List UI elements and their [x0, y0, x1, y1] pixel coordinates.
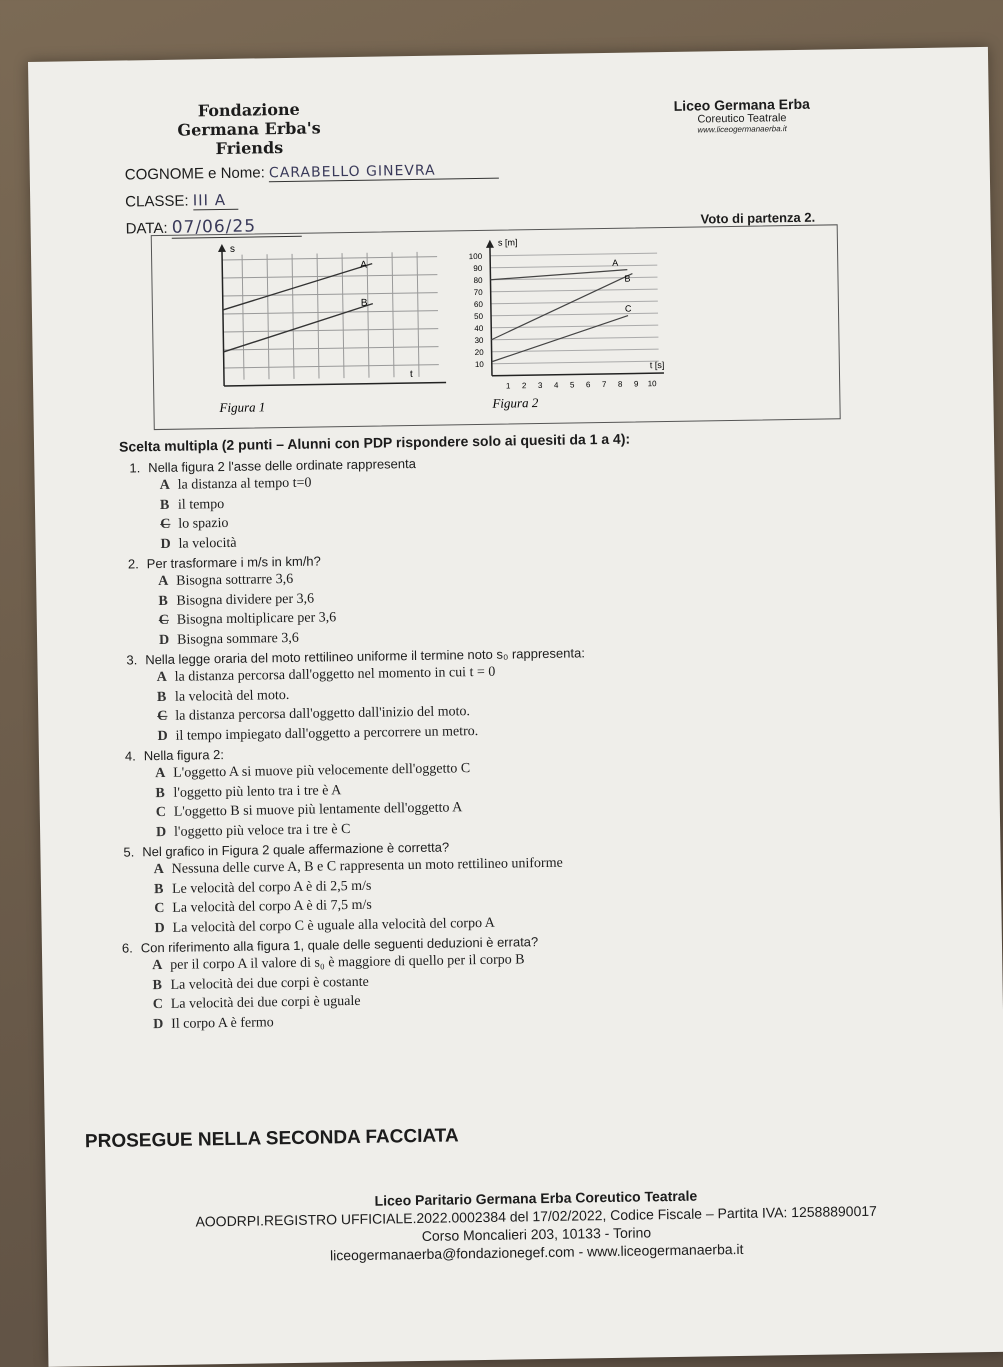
answer-text: La velocità dei due corpi è costante	[170, 974, 369, 993]
question-number: 5.	[123, 844, 135, 860]
foundation-logo	[149, 99, 350, 159]
fig2-line-b	[490, 274, 633, 340]
class-field	[125, 191, 238, 212]
fig2-x-tick: 8	[617, 379, 623, 389]
fig1-label-a: A	[360, 259, 367, 271]
question-number: 3.	[126, 652, 138, 668]
fig2-y-tick: 100	[468, 251, 483, 262]
fig2-x-label: t [s]	[649, 360, 665, 371]
fig2-x-tick: 2	[521, 381, 527, 391]
fig2-x-tick: 7	[601, 379, 607, 390]
fig2-x-tick: 6	[585, 380, 591, 390]
fig2-y-tick: 40	[474, 323, 484, 334]
fig2-x-tick: 3	[537, 380, 543, 391]
fig2-label-b: B	[624, 273, 631, 284]
question-number: 6.	[121, 940, 133, 956]
answer-text: la velocità del moto.	[174, 687, 290, 705]
footer-address: Corso Moncalieri 203, 10133 - Torino	[421, 1224, 652, 1244]
answer-text: per il corpo A il valore di s₀ è maggiore di quello per il corpo B	[170, 952, 525, 973]
grade-note: Voto di partenza 2.	[700, 209, 816, 227]
fig2-y-label: s [m]	[497, 237, 518, 248]
answer-text: Bisogna dividere per 3,6	[176, 591, 315, 609]
fig2-y-tick: 10	[474, 359, 484, 370]
answer-letter: B	[156, 689, 167, 705]
answer-text: il tempo impiegato dall'oggetto a percorrere un metro.	[175, 723, 479, 744]
answer-letter: B	[152, 977, 162, 993]
question-prompt: Nel grafico in Figura 2 quale affermazione è corretta?	[142, 839, 450, 860]
name-label: COGNOME e Nome:	[124, 164, 265, 184]
foundation-logo-line1: Fondazione	[197, 99, 300, 121]
fig2-label-a: A	[612, 257, 619, 268]
answer-text: la distanza percorsa dall'oggetto nel momento in cui t = 0	[174, 664, 496, 685]
answer-text: Bisogna sommare 3,6	[176, 630, 299, 648]
footer-contact: liceogermanaerba@fondazionegef.com - www.liceogermanaerba.it	[329, 1240, 744, 1264]
footer	[126, 1183, 947, 1268]
fig2-x-tick: 9	[633, 379, 639, 389]
answer-letter: A	[156, 669, 167, 686]
footer-registry: AOODRPI.REGISTRO UFFICIALE.2022.0002384 del 17/02/2022, Codice Fiscale – Partita IVA: 12588890017	[195, 1202, 877, 1230]
fig2-x-tick: 5	[569, 380, 575, 390]
question-prompt: Con riferimento alla figura 1, quale delle seguenti deduzioni è errata?	[140, 934, 539, 956]
question	[129, 448, 930, 555]
question-number: 1.	[129, 460, 141, 476]
answer-text: la distanza percorsa dall'oggetto dall'inizio del moto.	[175, 704, 471, 724]
school-logo-url: www.liceogermanaerba.it	[697, 124, 787, 135]
answer-text: L'oggetto A si muove più velocemente dell'oggetto C	[173, 761, 471, 781]
question	[125, 736, 935, 843]
fig1-line-b	[223, 304, 374, 352]
fig2-line-c	[491, 316, 629, 362]
fig2-label-c: C	[624, 303, 632, 314]
name-field	[125, 161, 499, 185]
question	[128, 544, 932, 651]
answer-letter: A	[153, 861, 164, 878]
answer-letter: A	[155, 765, 166, 782]
foundation-logo-line2: Germana Erba's Friends	[177, 118, 321, 159]
answer-letter: B	[158, 593, 168, 609]
answer-letter: A	[159, 477, 170, 493]
answer-letter-crossed: C	[160, 516, 171, 532]
figure-2	[452, 233, 685, 422]
fig2-x-tick: 4	[553, 380, 559, 390]
answer-letter: C	[152, 996, 164, 1013]
fig1-x-axis	[224, 382, 446, 385]
question-number: 4.	[124, 748, 136, 764]
answer-text: La velocità dei due corpi è uguale	[170, 993, 361, 1012]
question	[122, 928, 938, 1035]
fig2-y-tick: 70	[473, 287, 483, 298]
fig1-caption: Figura 1	[219, 399, 266, 416]
name-value: CARABELLO GINEVRA	[269, 162, 499, 183]
fig2-x-axis	[492, 373, 664, 376]
fig1-y-axis	[222, 248, 224, 386]
answer-text: la distanza al tempo t=0	[177, 475, 312, 493]
answer-letter: D	[154, 920, 165, 936]
figure-1	[182, 236, 465, 420]
fig1-x-label: t	[409, 368, 413, 381]
answer-letter: D	[160, 536, 171, 552]
question-prompt: Nella legge oraria del moto rettilineo uniforme il termine noto s₀ rappresenta:	[145, 645, 585, 668]
answer-text: Bisogna moltiplicare per 3,6	[176, 610, 337, 628]
fig2-y-tick: 30	[474, 335, 484, 346]
school-logo-title: Liceo Germana Erba	[673, 95, 810, 114]
fig2-y-tick: 80	[473, 275, 483, 286]
exam-sheet	[28, 47, 1003, 1367]
question-number: 2.	[127, 556, 139, 572]
answer-text: lo spazio	[178, 515, 229, 532]
footer-school: Liceo Paritario Germana Erba Coreutico Teatrale	[374, 1187, 698, 1209]
question	[126, 640, 933, 747]
answer-letter: B	[159, 497, 170, 513]
section-title: Scelta multipla (2 punti – Alunni con PDP rispondere solo ai quesiti da 1 a 4):	[118, 430, 631, 455]
fig2-y-tick: 50	[474, 311, 484, 322]
continue-note: PROSEGUE NELLA SECONDA FACCIATA	[84, 1125, 459, 1153]
answer-text: Il corpo A è fermo	[171, 1014, 274, 1032]
school-logo-subtitle: Coreutico Teatrale	[697, 112, 787, 126]
date-label: DATA:	[125, 219, 168, 238]
answer-letter-crossed: C	[158, 612, 170, 629]
answer-text: L'oggetto B si muove più lentamente dell'oggetto A	[173, 800, 463, 820]
class-label: CLASSE:	[125, 192, 189, 211]
answer-text: Bisogna sottrarre 3,6	[176, 571, 294, 589]
fig2-caption: Figura 2	[492, 395, 539, 411]
question-prompt: Per trasformare i m/s in km/h?	[146, 553, 321, 572]
fig2-x-tick: 10	[647, 379, 657, 389]
answer-letter: D	[158, 632, 170, 648]
answer-letter: D	[153, 1016, 164, 1032]
answer-letter: D	[155, 824, 167, 840]
fig1-y-label: s	[229, 243, 236, 255]
answer-letter: B	[153, 881, 164, 897]
answer-letter: C	[155, 804, 167, 821]
fig2-y-tick: 90	[473, 263, 483, 274]
class-value: III A	[193, 191, 238, 211]
figures-box	[151, 224, 841, 430]
answer-letter: D	[157, 728, 168, 744]
answer-text: Nessuna delle curve A, B e C rappresenta un moto rettilineo uniforme	[171, 855, 563, 877]
fig1-line-a	[222, 264, 373, 310]
answer-letter: B	[155, 785, 165, 801]
answer-letter: C	[154, 900, 165, 917]
questions-list	[121, 446, 938, 1034]
answer-text: l'oggetto più lento tra i tre è A	[173, 782, 342, 801]
answer-text: La velocità del corpo A è di 7,5 m/s	[172, 897, 372, 916]
answer-letter-crossed: C	[157, 708, 168, 725]
question-prompt: Nella figura 2:	[143, 747, 225, 764]
fig2-y-axis	[490, 244, 492, 376]
answer-letter: A	[158, 573, 169, 590]
answer-text: l'oggetto più veloce tra i tre è C	[173, 821, 351, 840]
question	[123, 832, 936, 939]
answer-letter: A	[152, 958, 163, 974]
answer-text: La velocità del corpo C è uguale alla velocità del corpo A	[172, 915, 495, 936]
fig2-y-tick: 60	[473, 299, 483, 310]
answer-text: la velocità	[178, 535, 237, 552]
date-value: 07/06/25	[172, 216, 302, 239]
question-prompt: Nella figura 2 l'asse delle ordinate rappresenta	[148, 455, 417, 476]
fig2-x-tick: 1	[505, 381, 511, 391]
school-logo	[657, 95, 828, 135]
fig1-label-b: B	[360, 297, 368, 309]
fig2-y-tick: 20	[474, 347, 484, 358]
answer-text: Le velocità del corpo A è di 2,5 m/s	[171, 878, 372, 897]
answer-text: il tempo	[177, 496, 225, 513]
